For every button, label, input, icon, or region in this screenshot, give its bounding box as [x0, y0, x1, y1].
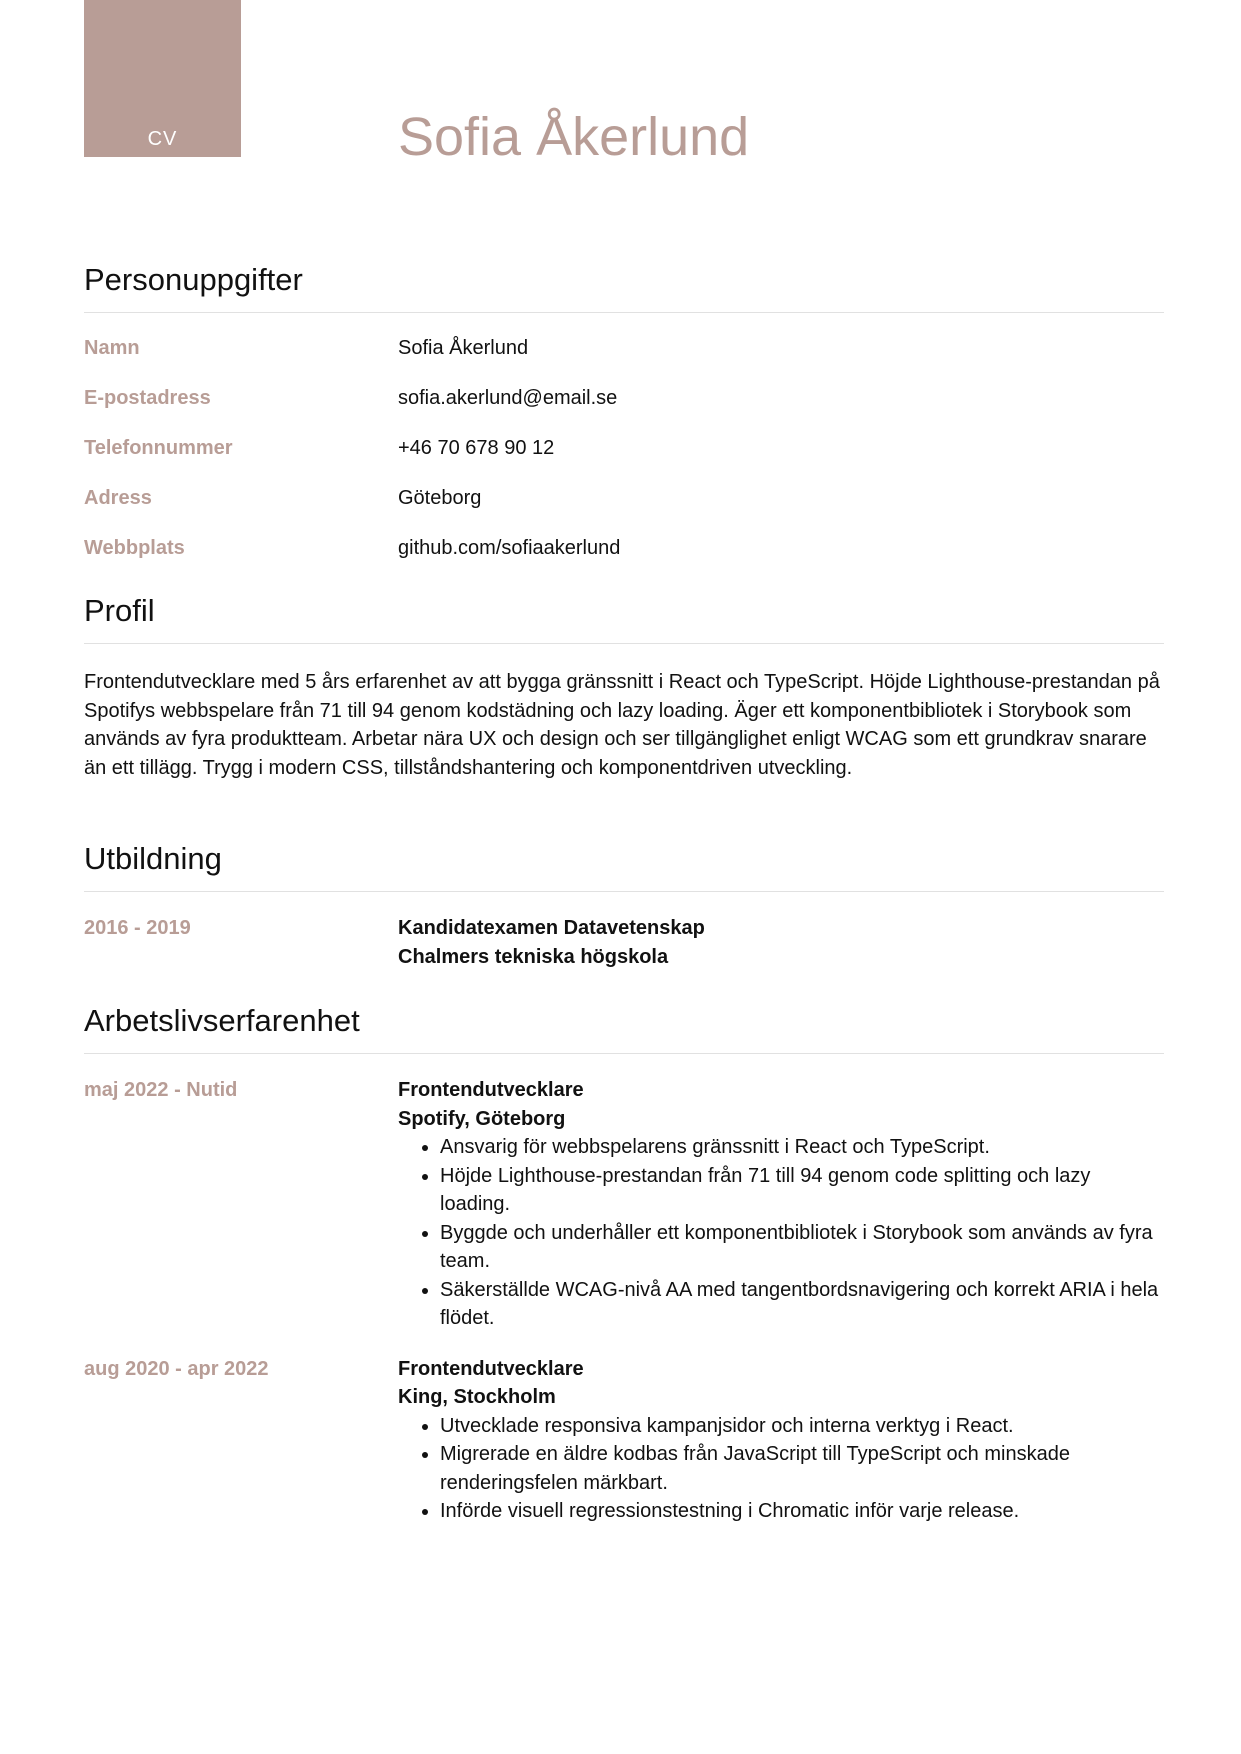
entry-title: Frontendutvecklare [398, 1357, 584, 1380]
personal-value: Göteborg [398, 487, 482, 510]
candidate-name: Sofia Åkerlund [398, 107, 750, 167]
section-experience [84, 1002, 1164, 1526]
entry-org: King, Stockholm [398, 1386, 556, 1409]
entry-date: maj 2022 - Nutid [84, 1079, 238, 1102]
entry-body [398, 1076, 1164, 1333]
personal-row-name [84, 337, 1164, 387]
section-divider [84, 312, 1164, 313]
cv-badge-label: CV [147, 128, 178, 150]
personal-label: Telefonnummer [84, 437, 233, 460]
personal-label: Webbplats [84, 537, 185, 560]
entry-title: Kandidatexamen Datavetenskap [398, 917, 705, 940]
section-education [84, 840, 1164, 971]
list-item: • Ansvarig för webbspelarens gränssnitt i React och TypeScript. [440, 1133, 1164, 1162]
section-title-profile: Profil [84, 593, 155, 628]
cv-badge [84, 0, 241, 157]
list-item: • Migrerade en äldre kodbas från JavaScript till TypeScript och minskade renderingsfelen märkbart. [440, 1440, 1164, 1497]
section-personal [84, 261, 1164, 587]
list-item: • Säkerställde WCAG-nivå AA med tangentbordsnavigering och korrekt ARIA i hela flödet. [440, 1276, 1164, 1333]
personal-label: Namn [84, 337, 140, 360]
profile-summary: Frontendutvecklare med 5 års erfarenhet av att bygga gränssnitt i React och TypeScript. Höjde Lighthouse-prestandan på Spotifys webbspelare från 71 till 94 genom kodstädning och lazy loading. Äger ett komponentbibliotek i Storybook som används av fyra produktteam. Arbetar nära UX och design och ser tillgänglighet enligt WCAG som ett grundkrav snarare än ett tillägg. Trygg i modern CSS, tillståndshantering och komponentdriven utveckling. [84, 671, 1160, 779]
section-title-experience: Arbetslivserfarenhet [84, 1003, 360, 1038]
section-profile [84, 592, 1164, 782]
personal-row-website [84, 537, 1164, 587]
personal-row-address [84, 487, 1164, 537]
personal-row-phone [84, 437, 1164, 487]
personal-value: +46 70 678 90 12 [398, 437, 555, 460]
section-divider [84, 891, 1164, 892]
entry-bullet-list [398, 1412, 1164, 1526]
section-title-personal: Personuppgifter [84, 262, 303, 297]
list-item: • Utvecklade responsiva kampanjsidor och interna verktyg i React. [440, 1412, 1164, 1441]
experience-entry [84, 1355, 1164, 1526]
entry-date: 2016 - 2019 [84, 917, 191, 940]
entry-date: aug 2020 - apr 2022 [84, 1357, 269, 1380]
experience-entry [84, 1076, 1164, 1333]
list-item: • Införde visuell regressionstestning i Chromatic inför varje release. [440, 1497, 1164, 1526]
entry-title: Frontendutvecklare [398, 1079, 584, 1102]
list-item: • Byggde och underhåller ett komponentbibliotek i Storybook som används av fyra team. [440, 1219, 1164, 1276]
entry-org: Spotify, Göteborg [398, 1107, 566, 1130]
personal-value: sofia.akerlund@email.se [398, 387, 618, 410]
personal-label: Adress [84, 487, 152, 510]
entry-org: Chalmers tekniska högskola [398, 945, 669, 968]
entry-body [398, 1355, 1164, 1526]
section-divider [84, 1053, 1164, 1054]
education-entry [84, 914, 1164, 971]
personal-details [84, 337, 1164, 587]
section-title-education: Utbildning [84, 841, 222, 876]
personal-value: Sofia Åkerlund [398, 337, 529, 360]
entry-bullet-list [398, 1133, 1164, 1333]
personal-value: github.com/sofiaakerlund [398, 537, 621, 560]
list-item: • Höjde Lighthouse-prestandan från 71 till 94 genom code splitting och lazy loading. [440, 1162, 1164, 1219]
personal-label: E-postadress [84, 387, 211, 410]
section-divider [84, 643, 1164, 644]
entry-body [398, 914, 1164, 971]
personal-row-email [84, 387, 1164, 437]
